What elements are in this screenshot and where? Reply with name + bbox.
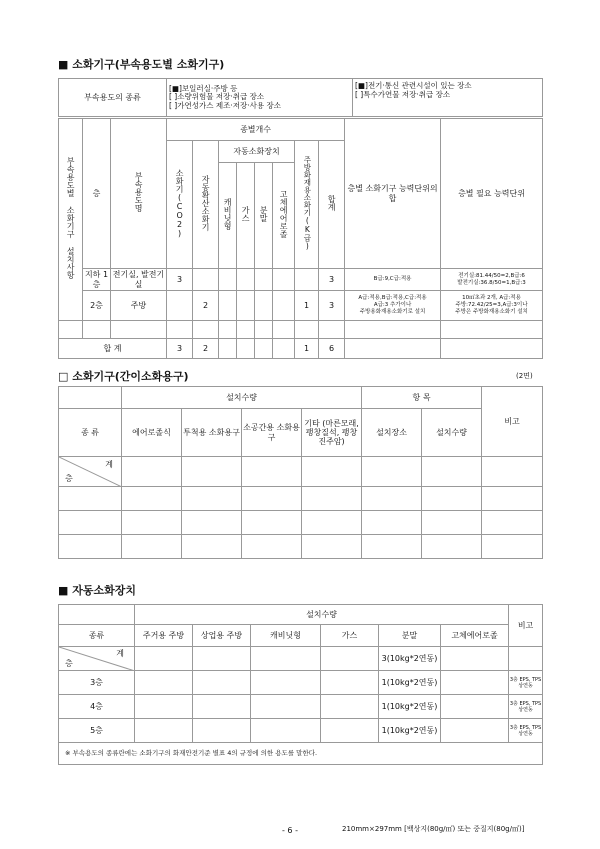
kind-header: 종류 <box>59 625 135 647</box>
row2-floor: 2층 <box>83 291 111 321</box>
aerosol-header: 에어로졸식 <box>122 409 182 457</box>
row1-k <box>295 269 319 291</box>
co2-header: 소화기(CO2) <box>167 141 193 269</box>
row2-usage: 주방 <box>111 291 167 321</box>
total-header: 합계 <box>319 141 345 269</box>
row2-unit-sum: A급:적용,B급:적용,C급:적용 A급:3 추가이나 주방용화재용소화기로 설치 <box>345 291 441 321</box>
unit-sum-header: 층별 소화기구 능력단위의 합 <box>345 119 441 269</box>
throw-header: 투척용 소화용구 <box>182 409 242 457</box>
place-header: 설치장소 <box>362 409 422 457</box>
qty-header: 설치수량 <box>422 409 482 457</box>
install-qty-header: 설치수량 <box>122 387 362 409</box>
kind-header: 종 류 <box>59 409 122 457</box>
remark-header: 비고 <box>509 605 543 647</box>
row2-total: 3 <box>319 291 345 321</box>
auto-diffuse-header: 자동확산소화기 <box>193 141 219 269</box>
cabinet-header: 캐비닛형 <box>219 163 237 269</box>
kitchen-k-header: 주방화재용소화기(K급) <box>295 141 319 269</box>
table-row <box>59 671 543 695</box>
count-header: 종별개수 <box>167 119 345 141</box>
section3-title: ■ 자동소화장치 <box>58 584 136 597</box>
table-row <box>59 269 543 291</box>
aerosol-header: 고체에어로졸 <box>441 625 509 647</box>
row-powder: 1(10kg*2연동) <box>379 671 441 695</box>
powder-header: 분말 <box>379 625 441 647</box>
auto-device-header: 자동소화장치 <box>219 141 295 163</box>
extinguisher-by-usage-table <box>58 118 543 359</box>
gas-header: 가스 <box>237 163 255 269</box>
cabinet-header: 캐비닛형 <box>251 625 321 647</box>
unit-req-header: 층별 필요 능력단위 <box>441 119 543 269</box>
residential-header: 주거용 주방 <box>135 625 193 647</box>
row2-auto: 2 <box>193 291 219 321</box>
simple-extinguisher-table <box>58 386 543 559</box>
usage-type-left-options: [■]보일러실·주방 등 [ ]소량위험물 저장·취급 장소 [ ]가연성가스 제조·저장·사용 장소 <box>167 79 353 117</box>
floor-header: 층 <box>83 119 111 269</box>
row2-unit-req: 10㎡초과 2개, A급:적용 주방:72.42/25=3,A급:3이나 주방은 주방화재용소화기 설치 <box>441 291 543 321</box>
gas-header: 가스 <box>321 625 379 647</box>
row1-total: 3 <box>319 269 345 291</box>
row1-unit-sum: B급:9,C급:적용 <box>345 269 441 291</box>
row-remark: 3층 EPS, TPS상연동 <box>509 719 543 743</box>
usage-type-table <box>58 78 543 117</box>
commercial-header: 상업용 주방 <box>193 625 251 647</box>
row-floor: 4층 <box>59 695 135 719</box>
total-powder: 3(10kg*2연동) <box>379 647 441 671</box>
sum-co2: 3 <box>167 339 193 359</box>
space-header: 소공간용 소화용구 <box>242 409 302 457</box>
table-row <box>59 291 543 321</box>
floor-total-cell: 계 층 <box>59 457 122 487</box>
row1-co2: 3 <box>167 269 193 291</box>
row2-co2 <box>167 291 193 321</box>
sum-label: 합 계 <box>59 339 167 359</box>
row2-k: 1 <box>295 291 319 321</box>
powder-header: 분말 <box>255 163 273 269</box>
row-remark: 3층 EPS, TPS상연동 <box>509 695 543 719</box>
usage-type-label: 부속용도의 종류 <box>59 79 167 117</box>
row-powder: 1(10kg*2연동) <box>379 695 441 719</box>
remark-header: 비고 <box>482 387 543 457</box>
section1-title: ■ 소화기구(부속용도별 소화기구) <box>58 58 225 71</box>
floor-total-cell: 계 층 <box>59 647 135 671</box>
item-header: 항 목 <box>362 387 482 409</box>
row-floor: 3층 <box>59 671 135 695</box>
table-row <box>59 695 543 719</box>
usage-type-right-options: [■]전기·통신 관련시설이 있는 장소 [ ]특수가연물 저장·취급 장소 <box>353 79 543 117</box>
sum-row <box>59 339 543 359</box>
page-number: - 6 - <box>282 826 298 835</box>
row-remark: 3층 EPS, TPS상연동 <box>509 671 543 695</box>
page-side-note: (2면) <box>516 372 533 380</box>
sum-k: 1 <box>295 339 319 359</box>
row1-floor: 지하 1층 <box>83 269 111 291</box>
aerosol-header: 고체에어로졸 <box>273 163 295 269</box>
etc-header: 기타 (마른모래, 팽창질석, 팽창진주암) <box>302 409 362 457</box>
row1-usage: 전기실, 발전기실 <box>111 269 167 291</box>
row-powder: 1(10kg*2연동) <box>379 719 441 743</box>
row1-unit-req: 전기실:81.44/50=2,B급:6 발전기실:36.8/50=1,B급:3 <box>441 269 543 291</box>
auto-extinguisher-table <box>58 604 543 765</box>
row1-auto <box>193 269 219 291</box>
sum-auto: 2 <box>193 339 219 359</box>
footnote: ※ 부속용도의 종류란에는 소화기구의 화재안전기준 별표 4의 규정에 의한 용도를 말한다. <box>59 743 543 765</box>
paper-spec: 210mm×297mm [백상지(80g/㎡) 또는 중질지(80g/㎡)] <box>342 825 525 833</box>
install-header: 부속용도별 소화기구 설치사항 <box>59 119 83 321</box>
table-row <box>59 719 543 743</box>
row-floor: 5층 <box>59 719 135 743</box>
sum-total: 6 <box>319 339 345 359</box>
usage-name-header: 부속용도명 <box>111 119 167 269</box>
section2-title: □ 소화기구(간이소화용구) <box>58 370 189 383</box>
install-qty-header: 설치수량 <box>135 605 509 625</box>
